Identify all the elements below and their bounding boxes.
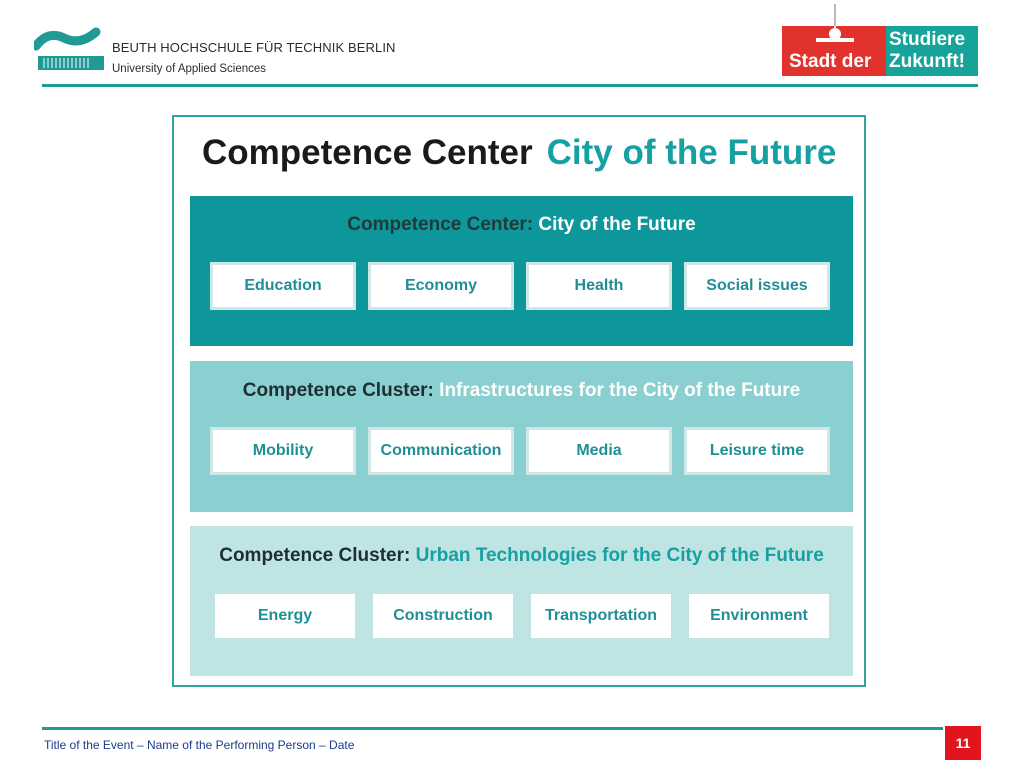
box-leisure-time: Leisure time (684, 427, 830, 475)
panel-title (190, 380, 853, 402)
university-subtitle: University of Applied Sciences (112, 63, 267, 75)
panel-title-prefix: Competence Cluster: (219, 545, 411, 566)
page-number: 11 (945, 726, 981, 760)
panel-competence-center (190, 196, 853, 346)
tv-tower-icon (812, 4, 858, 44)
box-education: Education (210, 262, 356, 310)
panel-title-main: Infrastructures for the City of the Future (439, 380, 801, 401)
campaign-logo (782, 4, 978, 78)
box-media: Media (526, 427, 672, 475)
header-divider (42, 84, 978, 87)
panel-title-main: City of the Future (538, 214, 696, 235)
title-part-city-of-the-future: City of the Future (546, 133, 837, 172)
box-environment: Environment (689, 594, 829, 638)
box-health: Health (526, 262, 672, 310)
panel-infrastructures-cluster (190, 361, 853, 512)
box-construction: Construction (373, 594, 513, 638)
panel-title (190, 214, 853, 236)
box-mobility: Mobility (210, 427, 356, 475)
panel-title (190, 545, 853, 567)
panel-urban-technologies-cluster (190, 526, 853, 676)
panel-title-prefix: Competence Center: (347, 214, 534, 235)
beuth-logo-icon (34, 22, 106, 78)
panel-title-main: Urban Technologies for the City of the Future (415, 545, 824, 566)
logo-text-zukunft: Zukunft! (889, 51, 965, 72)
diagram-title (202, 133, 836, 173)
box-economy: Economy (368, 262, 514, 310)
box-communication: Communication (368, 427, 514, 475)
logo-text-stadt-der: Stadt der (789, 51, 872, 72)
box-energy: Energy (215, 594, 355, 638)
panel-title-prefix: Competence Cluster: (242, 380, 434, 401)
title-part-competence-center: Competence Center (202, 133, 533, 172)
box-social-issues: Social issues (684, 262, 830, 310)
university-name: BEUTH HOCHSCHULE FÜR TECHNIK BERLIN (112, 40, 396, 55)
footer-divider (42, 727, 943, 730)
box-transportation: Transportation (531, 594, 671, 638)
logo-text-studiere: Studiere (889, 29, 966, 50)
footer-text: Title of the Event – Name of the Performing Person – Date (44, 738, 355, 752)
